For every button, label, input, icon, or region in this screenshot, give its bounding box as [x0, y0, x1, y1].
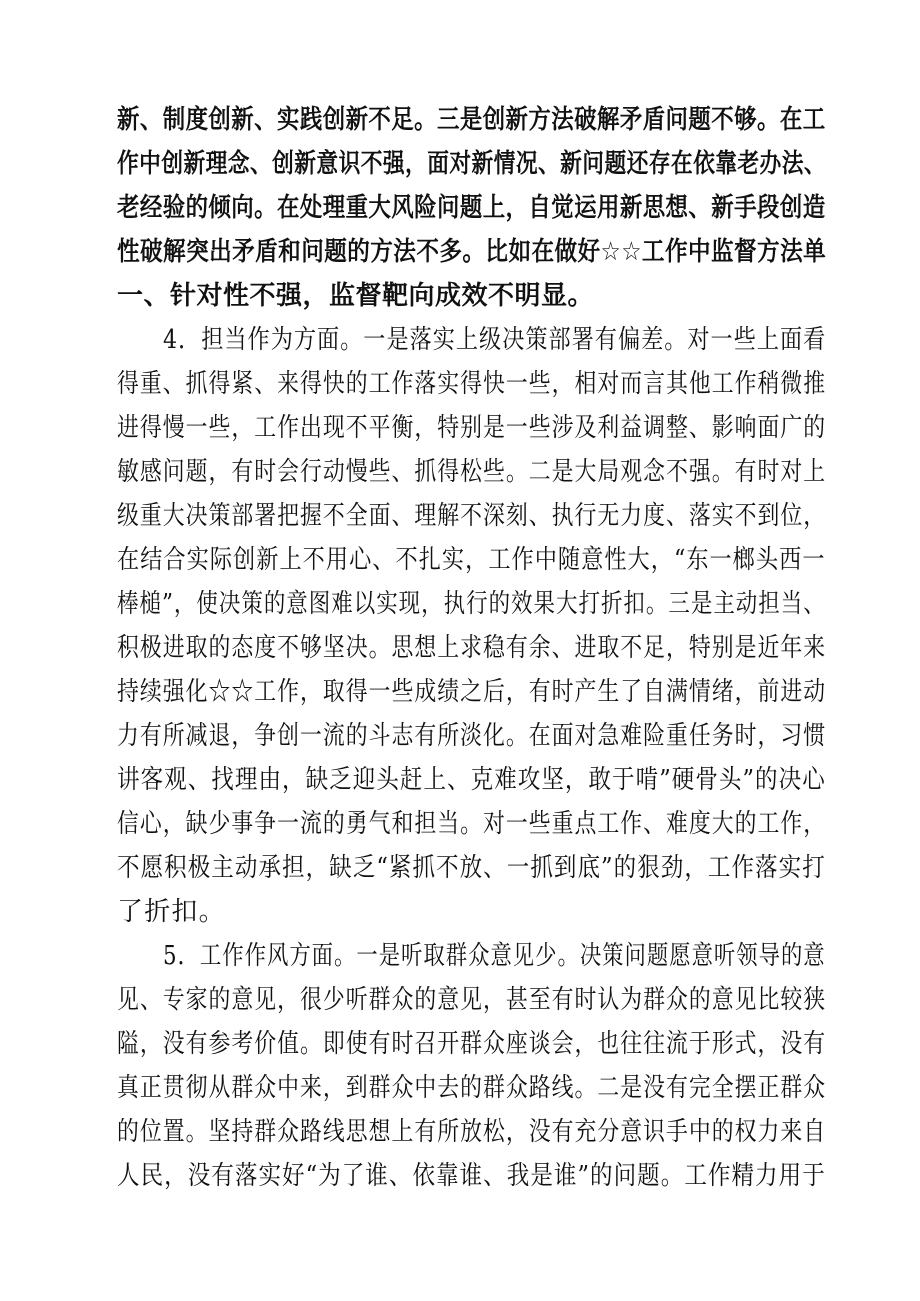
text-line: 见、专家的意见，很少听群众的意见，甚至有时认为群众的意见比较狭: [117, 985, 827, 1015]
text-line: 讲客观、找理由，缺乏迎头赶上、克难攻坚，敢于啃”硬骨头”的决心: [117, 765, 826, 795]
text-line: 进得慢一些，工作出现不平衡，特别是一些涉及利益调整、影响面广的: [117, 413, 827, 443]
text-line: 积极进取的态度不够坚决。思想上求稳有余、进取不足，特别是近年来: [117, 633, 827, 663]
text-line: 新、制度创新、实践创新不足。三是创新方法破解矛盾问题不够。在工: [117, 105, 826, 135]
text-line: 老经验的倾向。在处理重大风险问题上，自觉运用新思想、新手段创造: [117, 193, 826, 223]
paragraph-4-start: 4．担当作为方面。一是落实上级决策部署有偏差。对一些上面看: [163, 325, 827, 355]
text-line: 人民，没有落实好“为了谁、依靠谁、我是谁”的问题。工作精力用于: [117, 1161, 826, 1191]
text-line: 在结合实际创新上不用心、不扎实，工作中随意性大，“东一榔头西一: [117, 545, 826, 575]
text-line: 信心，缺少事争一流的勇气和担当。对一些重点工作、难度大的工作，: [117, 809, 827, 839]
text-line: 敏感问题，有时会行动慢些、抓得松些。二是大局观念不强。有时对上: [117, 457, 827, 487]
text-line: 级重大决策部署把握不全面、理解不深刻、执行无力度、落实不到位，: [117, 501, 827, 531]
text-line: 性破解突出矛盾和问题的方法不多。比如在做好☆☆工作中监督方法单: [117, 237, 827, 267]
text-line: 真正贯彻从群众中来，到群众中去的群众路线。二是没有完全摆正群众: [117, 1073, 827, 1103]
text-line: 力有所减退，争创一流的斗志有所淡化。在面对急难险重任务时，习惯: [117, 721, 827, 751]
text-line: 的位置。坚持群众路线思想上有所放松，没有充分意识手中的权力来自: [117, 1117, 827, 1147]
text-line: 持续强化☆☆工作，取得一些成绩之后，有时产生了自满情绪，前进动: [117, 677, 827, 707]
text-line: 不愿积极主动承担，缺乏“紧抓不放、一抓到底”的狠劲，工作落实打: [117, 853, 826, 883]
paragraph-5-start: 5．工作作风方面。一是听取群众意见少。决策问题愿意听领导的意: [163, 941, 826, 971]
text-line: 得重、抓得紧、来得快的工作落实得快一些，相对而言其他工作稍微推: [117, 369, 827, 399]
text-line: 了折扣。: [117, 897, 226, 927]
text-line: 隘，没有参考价值。即使有时召开群众座谈会，也往往流于形式，没有: [117, 1029, 827, 1059]
text-line: 棒槌”，使决策的意图难以实现，执行的效果大打折扣。三是主动担当、: [117, 589, 826, 619]
text-line: 作中创新理念、创新意识不强，面对新情况、新问题还存在依靠老办法、: [117, 149, 827, 179]
text-line: 一、针对性不强，监督靶向成效不明显。: [117, 281, 595, 311]
